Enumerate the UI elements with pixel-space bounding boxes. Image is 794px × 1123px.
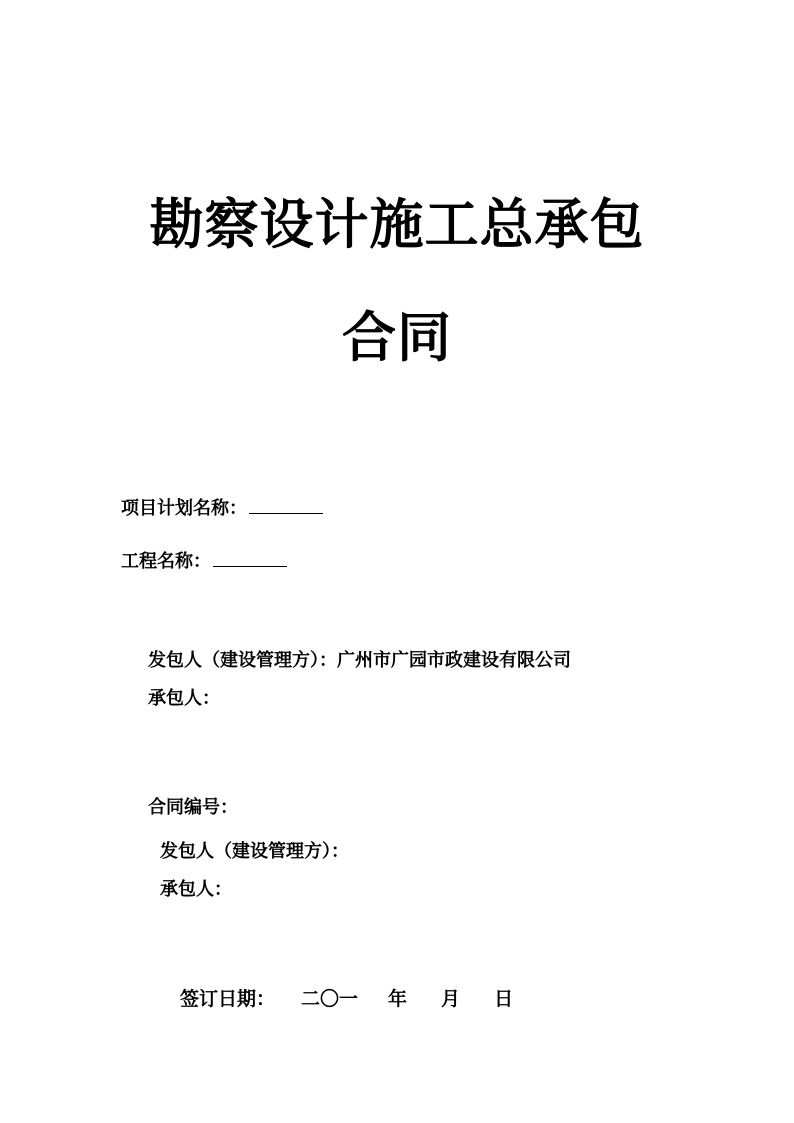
signing-month-unit: 月 <box>441 988 461 1010</box>
employer-label: 发包人（建设管理方）： <box>148 650 337 671</box>
project-plan-name-label: 项目计划名称： <box>121 498 247 519</box>
employer-label-secondary: 发包人（建设管理方）： <box>160 841 349 862</box>
employer-row <box>148 652 571 670</box>
signing-day-unit: 日 <box>494 988 514 1010</box>
signing-year-prefix: 二〇一 <box>301 988 359 1010</box>
contract-number-row <box>148 799 238 817</box>
employer-value: 广州市广园市政建设有限公司 <box>337 650 571 671</box>
engineering-name-blank <box>213 552 287 567</box>
contractor-label-secondary: 承包人： <box>160 879 232 900</box>
project-plan-name-row <box>121 499 323 518</box>
contractor-label: 承包人： <box>148 688 220 709</box>
document-title-line-2: 合同 <box>342 305 452 369</box>
engineering-name-row <box>121 552 287 571</box>
contract-number-label: 合同编号： <box>148 797 238 818</box>
project-plan-name-blank <box>249 499 323 514</box>
document-title-line-1: 勘察设计施工总承包 <box>149 192 645 256</box>
engineering-name-label: 工程名称： <box>121 551 211 572</box>
signing-date-row <box>180 990 513 1009</box>
signing-date-label: 签订日期： <box>180 988 276 1010</box>
contractor-row-secondary <box>160 881 232 899</box>
contractor-row <box>148 690 220 708</box>
signing-year-unit: 年 <box>388 988 408 1010</box>
employer-row-secondary <box>160 843 349 861</box>
